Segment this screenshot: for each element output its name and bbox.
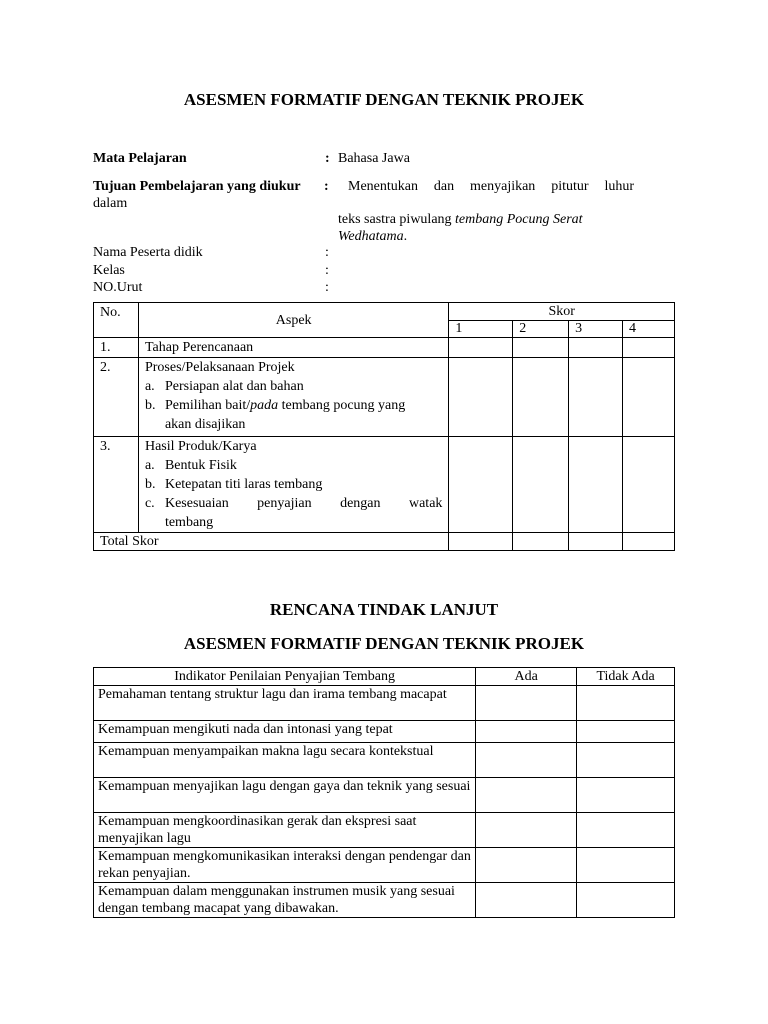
- row-no: 3.: [94, 437, 139, 533]
- sub-text: Persiapan alat dan bahan: [164, 379, 304, 394]
- tujuan-value-line3: [338, 228, 407, 246]
- table-row: [94, 437, 675, 533]
- indikator-text: Kemampuan mengikuti nada dan intonasi yang tepat: [94, 721, 476, 743]
- sub-text-italic: pada: [250, 398, 279, 413]
- sub-marker: b.: [144, 477, 156, 492]
- score-cell[interactable]: [569, 358, 623, 437]
- sub-marker: b.: [144, 398, 156, 413]
- sub-text-part: akan disajikan: [164, 417, 246, 432]
- section-subtitle: ASESMEN FORMATIF DENGAN TEKNIK PROJEK: [183, 634, 585, 653]
- indikator-text: Kemampuan dalam menggunakan instrumen musik yang sesuai dengan tembang macapat yang dibawakan.: [94, 883, 476, 918]
- tidak-ada-cell[interactable]: [577, 721, 675, 743]
- nourut-colon: :: [325, 280, 329, 295]
- indikator-text: Kemampuan menyampaikan makna lagu secara kontekstual: [94, 743, 476, 778]
- mapel-colon: :: [325, 151, 330, 166]
- sub-marker: c.: [144, 496, 155, 511]
- sub-text-line: Kesesuaian penyajian dengan watak: [164, 496, 443, 511]
- skor-col-2: 2: [513, 321, 569, 338]
- tujuan-value-line1: Menentukan dan menyajikan pitutur luhur: [348, 179, 634, 194]
- sub-marker: a.: [144, 379, 155, 394]
- score-cell[interactable]: [569, 533, 623, 551]
- table-row: [94, 883, 675, 918]
- table-row: [94, 813, 675, 848]
- skor-col-1: 1: [449, 321, 513, 338]
- tujuan-value-3b: .: [403, 229, 408, 244]
- sub-text-line: tembang: [164, 515, 214, 530]
- table-row: [94, 721, 675, 743]
- tujuan-value-3: Wedhatama: [338, 229, 404, 244]
- row-no: 2.: [94, 358, 139, 437]
- aspek-text: Hasil Produk/Karya: [144, 439, 257, 454]
- aspek-cell: [138, 437, 448, 533]
- score-cell[interactable]: [449, 358, 513, 437]
- nourut-label: NO.Urut: [93, 280, 143, 295]
- score-cell[interactable]: [623, 533, 675, 551]
- page-title: ASESMEN FORMATIF DENGAN TEKNIK PROJEK: [183, 90, 585, 109]
- kelas-label: Kelas: [93, 263, 125, 278]
- score-cell[interactable]: [623, 437, 675, 533]
- ada-cell[interactable]: [476, 721, 577, 743]
- tidak-ada-cell[interactable]: [577, 743, 675, 778]
- ada-cell[interactable]: [476, 743, 577, 778]
- ada-cell[interactable]: [476, 686, 577, 721]
- table-row: [94, 743, 675, 778]
- sub-marker: a.: [144, 458, 155, 473]
- sub-item: [145, 396, 442, 434]
- indikator-text: Kemampuan mengkomunikasikan interaksi dengan pendengar dan rekan penyajian.: [94, 848, 476, 883]
- table-row: [94, 848, 675, 883]
- ada-cell[interactable]: [476, 848, 577, 883]
- skor-col-4: 4: [623, 321, 675, 338]
- sub-text: Bentuk Fisik: [164, 458, 237, 473]
- indikator-text: Kemampuan mengkoordinasikan gerak dan ekspresi saat menyajikan lagu: [94, 813, 476, 848]
- header-indikator: Indikator Penilaian Penyajian Tembang: [94, 668, 476, 686]
- total-skor-label: Total Skor: [94, 533, 449, 551]
- nama-label: Nama Peserta didik: [93, 245, 203, 260]
- score-cell[interactable]: [623, 338, 675, 358]
- header-tidak-ada: Tidak Ada: [577, 668, 675, 686]
- sub-text-part: Pemilihan bait/: [164, 398, 251, 413]
- nama-colon: :: [325, 245, 329, 260]
- table-row: [94, 686, 675, 721]
- ada-cell[interactable]: [476, 883, 577, 918]
- tidak-ada-cell[interactable]: [577, 686, 675, 721]
- score-cell[interactable]: [513, 358, 569, 437]
- section-title: RENCANA TINDAK LANJUT: [269, 600, 499, 619]
- indikator-text: Pemahaman tentang struktur lagu dan irama tembang macapat: [94, 686, 476, 721]
- skor-col-3: 3: [569, 321, 623, 338]
- tujuan-label: Tujuan Pembelajaran yang diukur: [93, 179, 301, 194]
- mapel-value: Bahasa Jawa: [338, 151, 410, 166]
- score-cell[interactable]: [513, 533, 569, 551]
- tujuan-value-2a: teks sastra piwulang: [338, 212, 456, 227]
- row-no: 1.: [94, 338, 139, 358]
- score-cell[interactable]: [449, 437, 513, 533]
- mapel-label: Mata Pelajaran: [93, 151, 187, 166]
- sub-text: Ketepatan titi laras tembang: [164, 477, 323, 492]
- follow-up-table: [93, 667, 675, 918]
- score-cell[interactable]: [623, 358, 675, 437]
- tidak-ada-cell[interactable]: [577, 778, 675, 813]
- header-no: No.: [94, 303, 139, 338]
- aspek-text: Proses/Pelaksanaan Projek: [144, 360, 295, 375]
- ada-cell[interactable]: [476, 813, 577, 848]
- score-cell[interactable]: [449, 533, 513, 551]
- table-row: [94, 338, 675, 358]
- tujuan-label-cont: dalam: [93, 196, 128, 211]
- indikator-text: Kemampuan menyajikan lagu dengan gaya dan teknik yang sesuai: [94, 778, 476, 813]
- assessment-table: [93, 302, 675, 551]
- aspek-text: Tahap Perencanaan: [138, 338, 448, 358]
- score-cell[interactable]: [513, 437, 569, 533]
- sub-text: [165, 494, 442, 532]
- ada-cell[interactable]: [476, 778, 577, 813]
- aspek-cell: [138, 358, 448, 437]
- sub-item: [145, 494, 442, 532]
- sub-item: [145, 377, 442, 396]
- score-cell[interactable]: [569, 338, 623, 358]
- sub-item: [145, 475, 442, 494]
- sub-text-part: tembang pocung yang: [278, 398, 406, 413]
- tujuan-value-2b: tembang Pocung Serat: [455, 212, 583, 227]
- header-ada: Ada: [476, 668, 577, 686]
- table-row: [94, 778, 675, 813]
- tidak-ada-cell[interactable]: [577, 848, 675, 883]
- table-row: [94, 358, 675, 437]
- tujuan-value-line2: [338, 211, 583, 229]
- kelas-colon: :: [325, 263, 329, 278]
- table-row: [94, 533, 675, 551]
- header-skor: Skor: [449, 303, 675, 321]
- tidak-ada-cell[interactable]: [577, 883, 675, 918]
- score-cell[interactable]: [449, 338, 513, 358]
- sub-text: [165, 396, 405, 434]
- tujuan-colon: :: [324, 179, 329, 194]
- tidak-ada-cell[interactable]: [577, 813, 675, 848]
- sub-item: [145, 456, 442, 475]
- header-aspek: Aspek: [138, 303, 448, 338]
- score-cell[interactable]: [513, 338, 569, 358]
- score-cell[interactable]: [569, 437, 623, 533]
